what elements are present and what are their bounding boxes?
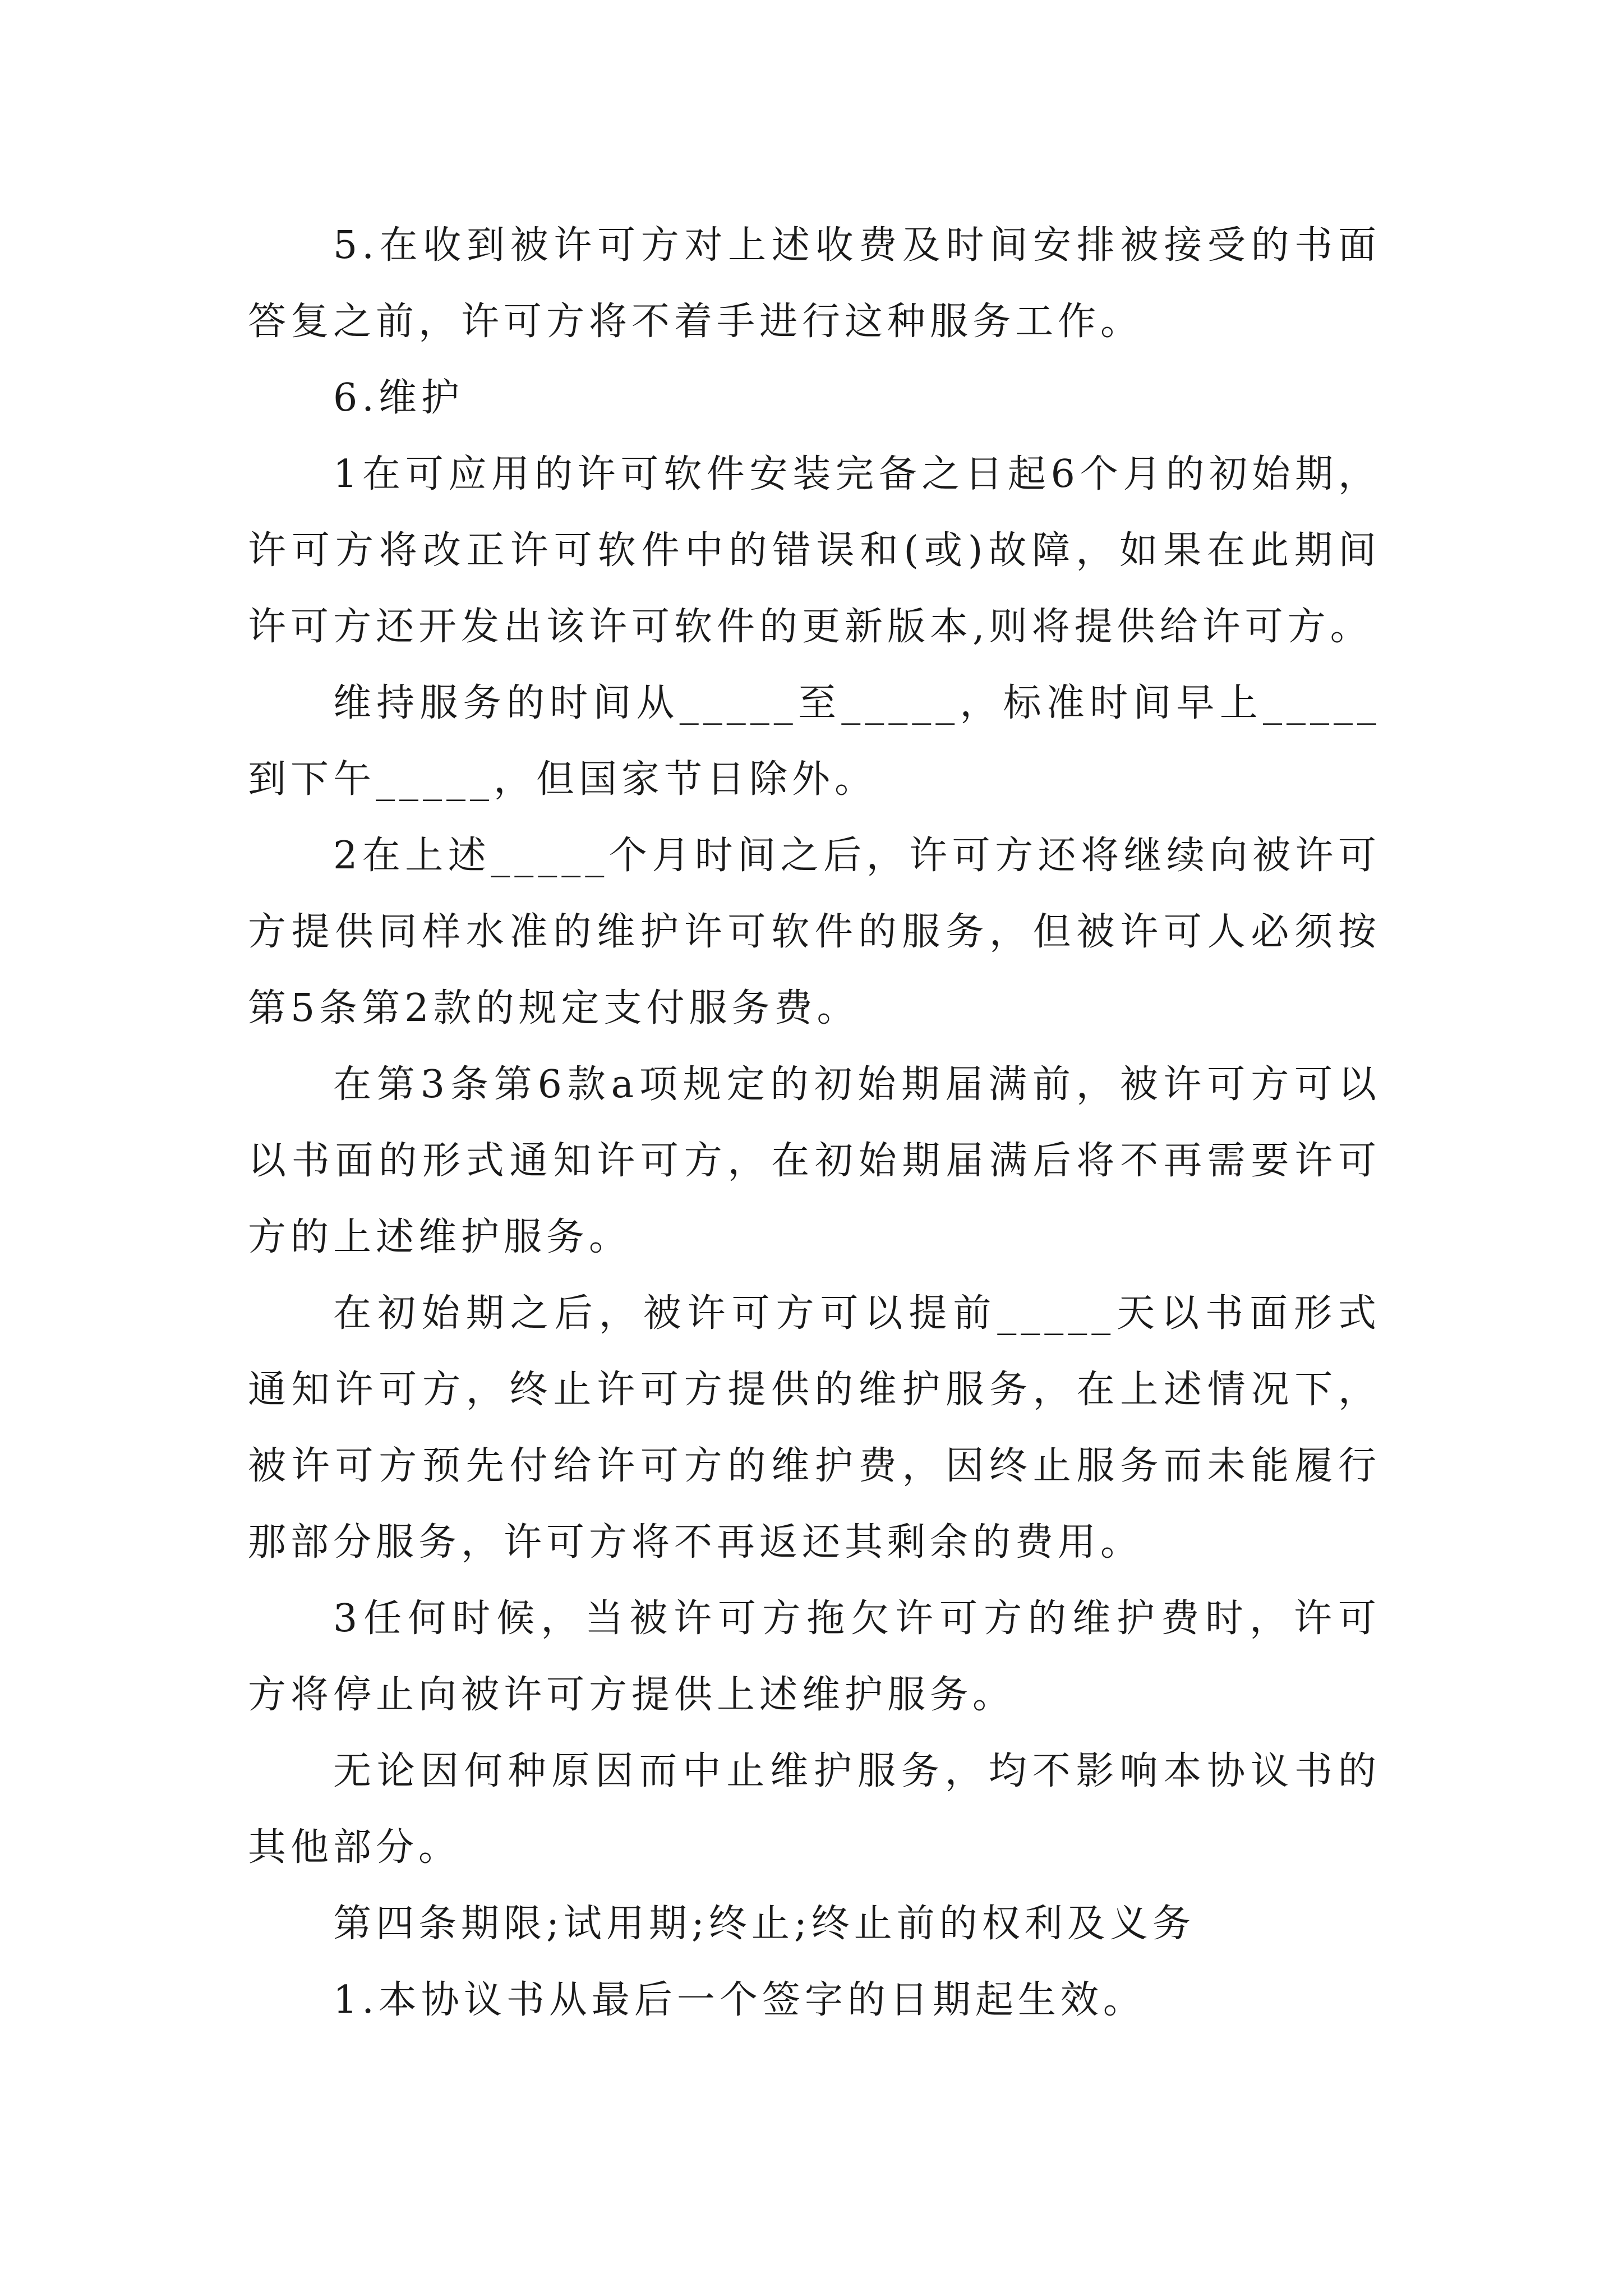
- paragraph: 在第3条第6款a项规定的初始期届满前，被许可方可以以书面的形式通知许可方，在初始期届满后将不再需要许可方的上述维护服务。: [248, 1062, 1381, 1259]
- section-heading: 6.维护: [333, 376, 464, 420]
- paragraph: 2在上述_____个月时间之后，许可方还将继续向被许可方提供同样水准的维护许可软件的服务，但被许可人必须按第5条第2款的规定支付服务费。: [248, 834, 1381, 1030]
- paragraph: 3任何时候，当被许可方拖欠许可方的维护费时，许可方将停止向被许可方提供上述维护服务。: [248, 1596, 1381, 1717]
- paragraph: 无论因何种原因而中止维护服务，均不影响本协议书的其他部分。: [248, 1749, 1381, 1870]
- article-heading: 第四条期限;试用期;终止;终止前的权利及义务: [333, 1902, 1195, 1946]
- paragraph: 5.在收到被许可方对上述收费及时间安排被接受的书面答复之前，许可方将不着手进行这种服务工作。: [248, 223, 1381, 344]
- document-body: [248, 208, 1381, 2039]
- paragraph: 1在可应用的许可软件安装完备之日起6个月的初始期，许可方将改正许可软件中的错误和(或)故障，如果在此期间许可方还开发出该许可软件的更新版本,则将提供给许可方。: [248, 452, 1381, 649]
- paragraph: 1.本协议书从最后一个签字的日期起生效。: [333, 1978, 1146, 2022]
- paragraph: 在初始期之后，被许可方可以提前_____天以书面形式通知许可方，终止许可方提供的维护服务，在上述情况下，被许可方预先付给许可方的维护费，因终止服务而未能履行那部分服务，许可方将不再返还其剩余的费用。: [248, 1291, 1381, 1565]
- paragraph: 维持服务的时间从_____至_____，标准时间早上_____到下午_____，但国家节日除外。: [248, 681, 1381, 802]
